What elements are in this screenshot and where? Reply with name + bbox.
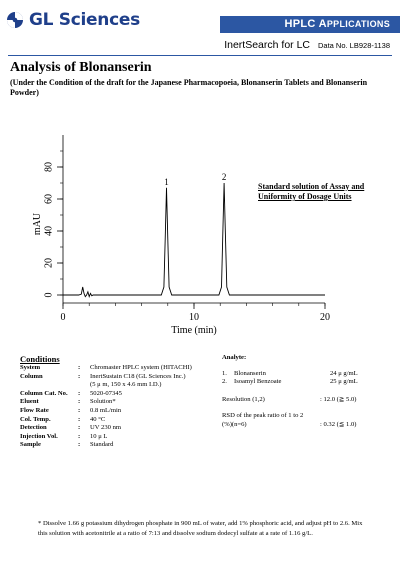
chart-annotation (258, 182, 364, 202)
condition-value: 10 μ L (90, 432, 108, 440)
analyte-panel (222, 354, 382, 430)
chromatogram (0, 120, 400, 340)
rsd-label-line1: RSD of the peak ratio of 1 to 2 (222, 412, 304, 420)
data-number: Data No. LB928-1138 (318, 41, 390, 50)
condition-key: System (20, 364, 41, 371)
analyte-item (222, 370, 382, 379)
y-tick-label: 20 (43, 258, 55, 268)
chart-annotation-line1: Standard solution of Assay and (258, 182, 365, 191)
condition-value: InertSustain C18 (GL Sciences Inc.) (90, 372, 186, 380)
resolution-row (222, 396, 382, 405)
condition-value: Standard (90, 441, 114, 449)
x-tick-label: 20 (320, 312, 330, 323)
rsd-value: : 0.32 (≦ 1.0) (320, 420, 357, 428)
condition-value: UV 230 nm (90, 424, 122, 432)
condition-row (20, 424, 230, 433)
condition-colon (78, 381, 90, 390)
condition-key: Injection Vol. (20, 432, 58, 440)
peak-labels (164, 172, 226, 187)
analyte-concentration: 25 μ g/mL (330, 378, 358, 386)
chart-annotation-line2: Uniformity of Dosage Units (258, 192, 352, 201)
condition-value: 0.8 mL/min (90, 406, 122, 414)
condition-key (20, 381, 78, 390)
analyte-name: Isoamyl Benzoate (234, 378, 282, 386)
condition-value: Chromaster HPLC system (HITACHI) (90, 364, 192, 371)
condition-row (20, 441, 230, 450)
condition-key: Column Cat. No. (20, 389, 68, 397)
condition-colon: : (78, 424, 81, 432)
y-axis-label: mAU (32, 212, 43, 236)
condition-row (20, 398, 230, 407)
gl-logo-icon (6, 11, 24, 29)
resolution-label: Resolution (1,2) (222, 395, 265, 403)
condition-colon: : (78, 415, 81, 423)
condition-colon: : (78, 398, 81, 406)
analyte-item (222, 378, 382, 387)
condition-row (20, 416, 230, 425)
header-divider (8, 55, 392, 56)
condition-key: Col. Temp. (20, 415, 51, 423)
top-bar (0, 0, 400, 36)
banner-text-small: PPLICATIONS (326, 19, 390, 29)
peak-label: 2 (221, 172, 227, 182)
analyte-concentration: 24 μ g/mL (330, 369, 358, 377)
banner-text: HPLC A (284, 18, 327, 30)
analyte-number: 1. (222, 369, 227, 377)
page-subtitle: (Under the Condition of the draft for the Japanese Pharmacopoeia, Blonanserin Tablets and Blonanserin Powder) (10, 78, 368, 97)
condition-row (20, 390, 230, 399)
y-tick-label: 60 (43, 194, 55, 204)
condition-key: Eluent (20, 398, 39, 406)
analyte-title: Analyte: (222, 354, 247, 361)
condition-colon: : (78, 364, 81, 371)
condition-value: (5 μ m, 150 x 4.6 mm I.D.) (90, 381, 162, 389)
brand-logo (6, 10, 140, 30)
rsd-row (222, 421, 382, 430)
analyte-number: 2. (222, 378, 227, 386)
condition-colon: : (78, 432, 81, 440)
conditions-title: Conditions (20, 354, 60, 364)
condition-value: 5020-07345 (90, 389, 122, 397)
condition-key: Column (20, 372, 43, 380)
y-tick-label: 80 (43, 162, 55, 172)
condition-key: Flow Rate (20, 406, 49, 414)
condition-key: Detection (20, 424, 47, 432)
rsd-label-line2: (%)(n=6) (222, 420, 247, 428)
x-tick-label: 0 (60, 312, 66, 323)
condition-row (20, 373, 230, 382)
eluent-footnote: * Dissolve 1.66 g potassium dihydrogen phosphate in 900 mL of water, add 1% phosphoric acid, and adjust pH to 2.6. Mix this solution with acetonitrile at a ratio of 7:13 and dissolve sodium dodecyl sulfate at a rate of 1.16 g/L. (38, 520, 363, 537)
condition-row (20, 364, 230, 373)
y-tick-label: 0 (43, 292, 55, 298)
brand-name: GL Sciences (29, 10, 140, 30)
condition-row (20, 433, 230, 442)
resolution-value: : 12.0 (≧ 5.0) (320, 395, 357, 403)
conditions-table (20, 364, 230, 450)
condition-value: 40 °C (90, 415, 106, 423)
y-tick-label: 40 (43, 226, 55, 236)
condition-row (20, 407, 230, 416)
product-line (224, 39, 390, 51)
x-axis-label: Time (min) (171, 325, 217, 336)
x-tick-label: 10 (189, 312, 199, 323)
condition-row (20, 381, 230, 390)
product-name: InertSearch for LC (224, 39, 310, 51)
condition-colon: : (78, 441, 81, 449)
condition-colon: : (78, 372, 81, 380)
condition-colon: : (78, 389, 81, 397)
chart-ticks (43, 151, 330, 323)
condition-colon: : (78, 406, 81, 414)
condition-value: Solution* (90, 398, 116, 406)
peak-label: 1 (164, 176, 169, 187)
condition-key: Sample (20, 441, 41, 449)
hplc-applications-banner (220, 16, 400, 33)
chromatogram-svg (0, 120, 400, 340)
page-title: Analysis of Blonanserin (10, 60, 152, 75)
analyte-name: Blonanserin (234, 369, 266, 377)
chart-axes (63, 135, 325, 303)
